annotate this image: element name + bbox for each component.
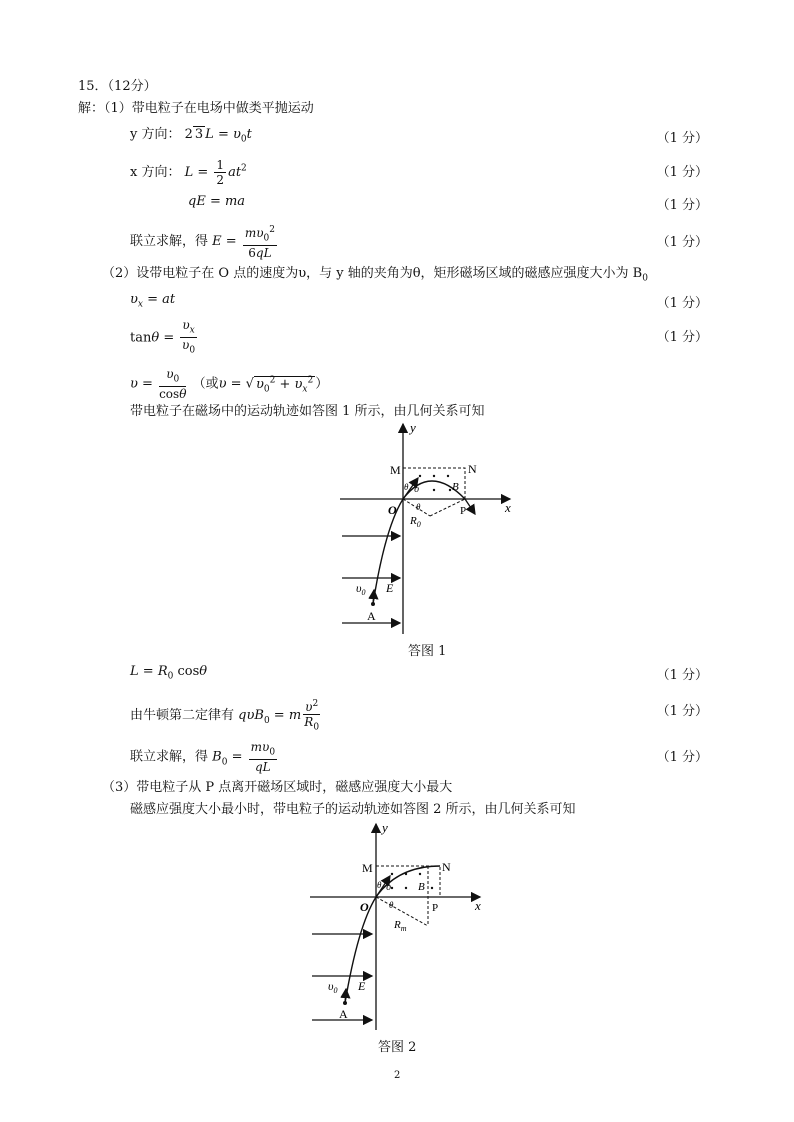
exit-arrow <box>465 499 475 514</box>
eq-qE: qE = ma <box>188 194 246 209</box>
alt-suffix: ） <box>315 376 329 392</box>
label-theta-top: θ <box>377 880 382 890</box>
score: （1 分） <box>656 131 708 146</box>
label-p: P <box>460 505 467 517</box>
score: （1 分） <box>656 750 708 765</box>
eq-newton: 由牛顿第二定律有 qυB$_0$ = m $\frac{\upsilon^2}{R_0}$ <box>130 699 320 733</box>
field-dots <box>391 873 433 889</box>
label-n: N <box>468 462 477 476</box>
label-rm: $R_m$ <box>394 919 407 933</box>
label-a: A <box>367 609 376 623</box>
label-v: υ <box>414 483 420 495</box>
figure-2-caption: 答图 2 <box>378 1040 417 1055</box>
eq-label: y 方向： <box>130 127 181 142</box>
label-e: E <box>386 581 394 595</box>
score: （1 分） <box>656 198 708 213</box>
eq-vx: $\upsilon_x$ = at <box>130 292 176 310</box>
label-b: B <box>452 481 459 493</box>
label-o: O <box>360 900 369 914</box>
label-x: x <box>475 898 481 913</box>
label-x: x <box>505 500 511 515</box>
figure-1-caption: 答图 1 <box>408 644 447 659</box>
score: （1 分） <box>656 165 708 180</box>
label-v0: $\upsilon_0$ <box>356 581 366 597</box>
score: （1 分） <box>656 235 708 250</box>
eq-y-direction: y 方向： 2 3 $L = \upsilon_0t$ <box>130 127 252 145</box>
solution-block-start <box>78 101 314 117</box>
solve-label: 解： <box>78 101 105 116</box>
label-theta-bottom: θ <box>389 900 394 910</box>
label-o: O <box>388 503 397 517</box>
label-a: A <box>339 1007 348 1021</box>
label-r0: $R_0$ <box>410 515 421 529</box>
label-n: N <box>442 860 451 874</box>
figure-1 <box>330 418 530 640</box>
label-p: P <box>432 902 439 914</box>
label-m: M <box>390 463 401 477</box>
figure-2 <box>300 818 500 1036</box>
part2-title: （2）设带电粒子在 O 点的速度为υ，与 y 轴的夹角为θ，矩形磁场区域的磁感应强度大小为 $B_0$ <box>102 266 648 284</box>
problem-number: 15．（12分） <box>78 79 157 94</box>
eq-label: 联立求解，得 <box>130 234 209 250</box>
eq-L-R0: $L = R_0$ cosθ <box>130 664 208 682</box>
alt-prefix: （或 <box>192 376 219 392</box>
score: （1 分） <box>656 704 708 719</box>
label-v0: $\upsilon_0$ <box>328 979 338 995</box>
part3-line2: 磁感应强度大小最小时，带电粒子的运动轨迹如答图 2 所示，由几何关系可知 <box>130 802 576 817</box>
eq-v: υ = $\frac{\upsilon_0}{\cos\theta}$ （或υ = √ $\upsilon_0^2 + \upsilon_x^2$ ） <box>130 367 329 402</box>
eq-label: x 方向： <box>130 165 181 180</box>
score: （1 分） <box>656 296 708 311</box>
label-theta-bottom: θ <box>416 502 421 512</box>
label-e: E <box>358 979 366 993</box>
score: （1 分） <box>656 668 708 683</box>
label-b: B <box>418 881 425 893</box>
eq-label: 由牛顿第二定律有 <box>130 708 235 724</box>
eq-label: 联立求解，得 <box>130 749 209 765</box>
radius-line <box>376 897 428 926</box>
part3-title: （3）带电粒子从 P 点离开磁场区域时，磁感应强度大小最大 <box>102 780 453 795</box>
trajectory-text-1: 带电粒子在磁场中的运动轨迹如答图 1 所示，由几何关系可知 <box>130 404 485 419</box>
page-number: 2 <box>394 1070 401 1081</box>
point-a <box>371 602 375 606</box>
eq-tan: tanθ = $\frac{\upsilon_x}{\upsilon_0}$ <box>130 318 196 356</box>
part2-title-text: （2）设带电粒子在 O 点的速度为υ，与 y 轴的夹角为θ，矩形磁场区域的磁感应强度大小为 B <box>102 266 643 281</box>
label-m: M <box>362 861 373 875</box>
label-y: y <box>410 420 416 435</box>
point-a <box>343 1001 347 1005</box>
eq-x-direction: x 方向： L = $\frac{1}{2}$ $at^2$ <box>130 158 247 187</box>
eq-E-result: 联立求解，得 E = $\frac{m\upsilon_0^2}{6qL}$ <box>130 225 275 261</box>
label-theta-top: θ <box>404 482 409 492</box>
part1-title: （1）带电粒子在电场中做类平抛运动 <box>104 101 314 116</box>
label-y: y <box>382 820 388 835</box>
eq-B0-result: 联立求解，得 $B_0$ = $\frac{m\upsilon_0}{qL}$ <box>130 740 276 775</box>
score: （1 分） <box>656 330 708 345</box>
label-v: υ <box>386 881 392 893</box>
